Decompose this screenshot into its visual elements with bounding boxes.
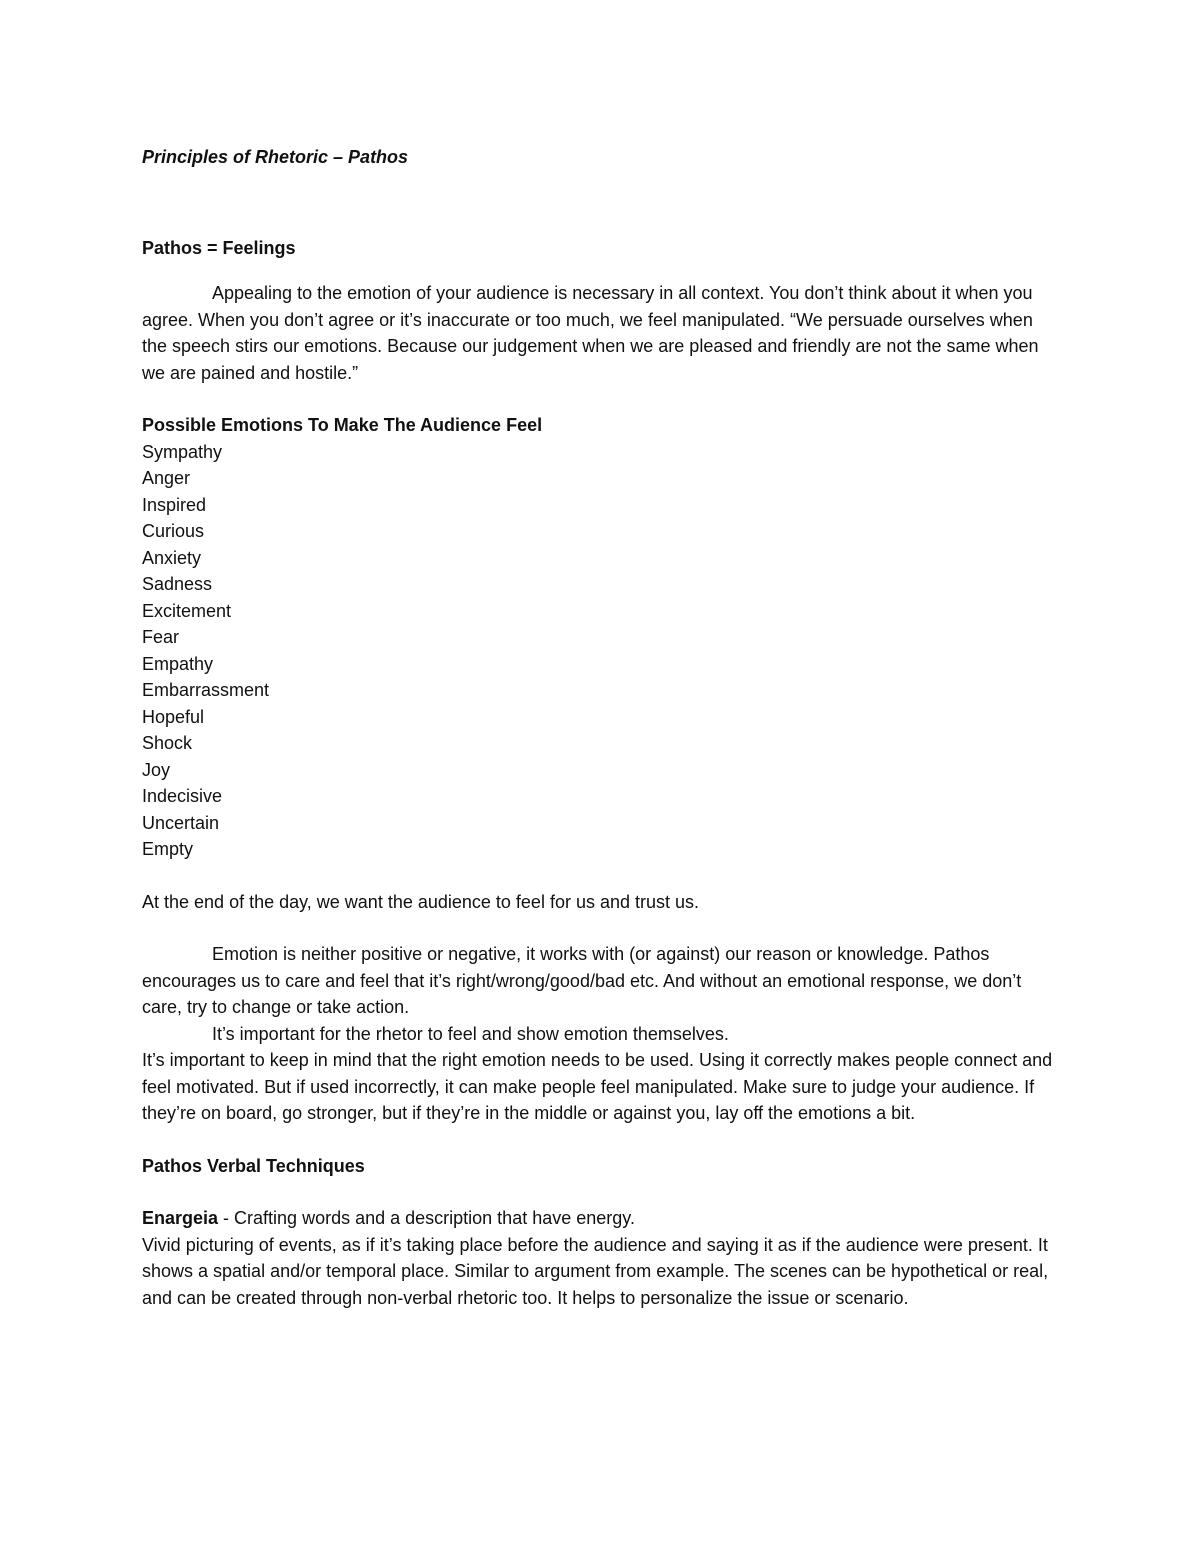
emotion-paragraph: It’s important for the rhetor to feel and show emotion themselves. (212, 1023, 729, 1044)
emotions-list (142, 439, 1062, 863)
enargeia-description: Vivid picturing of events, as if it’s taking place before the audience and saying it as if the audience were present. It shows a spatial and/or temporal place. Similar to argument from example. The scenes can be hypothetical or real, and can be created through non-verbal rhetoric too. It helps to personalize the issue or scenario. (142, 1234, 1049, 1308)
list-item: Shock (142, 733, 193, 753)
list-item: Sympathy (142, 441, 223, 462)
spacer (142, 915, 1062, 941)
list-item: Curious (142, 521, 205, 541)
list-item: Embarrassment (142, 680, 270, 700)
spacer (142, 171, 1062, 235)
enargeia-line (142, 1205, 1062, 1232)
spacer (142, 386, 1062, 412)
emotion-paragraph: Emotion is neither positive or negative, it works with (or against) our reason or knowledge. Pathos encourages us to care and feel that it’s right/wrong/good/bad etc. And without an emotional response, we don’t care, try to change or take action. (142, 944, 1022, 1017)
spacer (142, 863, 1062, 889)
list-item: Empathy (142, 653, 214, 674)
list-item: Sadness (142, 574, 213, 594)
spacer (142, 261, 1062, 280)
list-item: Hopeful (142, 706, 205, 727)
list-item: Uncertain (142, 812, 220, 833)
list-item: Inspired (142, 494, 207, 515)
pathos-paragraph: Appealing to the emotion of your audience is necessary in all context. You don’t think about it when you agree. When you don’t agree or it’s inaccurate or too much, we feel manipulated. “We persuade ourselves when the speech stirs our emotions. Because our judgement when we are pleased and friendly are not the same when we are pained and hostile.” (142, 283, 1039, 383)
list-item: Anxiety (142, 547, 202, 568)
summary-line: At the end of the day, we want the audience to feel for us and trust us. (142, 891, 700, 912)
spacer (142, 1127, 1062, 1153)
verbal-techniques-heading: Pathos Verbal Techniques (142, 1155, 365, 1176)
document-body (142, 144, 1062, 1311)
list-item: Anger (142, 468, 191, 488)
document-title: Principles of Rhetoric – Pathos (142, 147, 409, 167)
pathos-heading: Pathos = Feelings (142, 237, 296, 258)
list-item: Joy (142, 759, 171, 780)
list-item: Empty (142, 839, 194, 859)
list-item: Fear (142, 627, 180, 647)
list-item: Excitement (142, 600, 232, 621)
list-item: Indecisive (142, 786, 223, 806)
emotion-paragraph: It’s important to keep in mind that the right emotion needs to be used. Using it correctly makes people connect and feel motivated. But if used incorrectly, it can make people feel manipulated. Make sure to judge your audience. If they’re on board, go stronger, but if they’re in the middle or against you, lay off the emotions a bit. (142, 1050, 1053, 1123)
enargeia-term: Enargeia (142, 1208, 219, 1228)
enargeia-definition: - Crafting words and a description that have energy. (218, 1208, 635, 1228)
spacer (142, 1179, 1062, 1205)
emotions-heading: Possible Emotions To Make The Audience Feel (142, 415, 543, 435)
